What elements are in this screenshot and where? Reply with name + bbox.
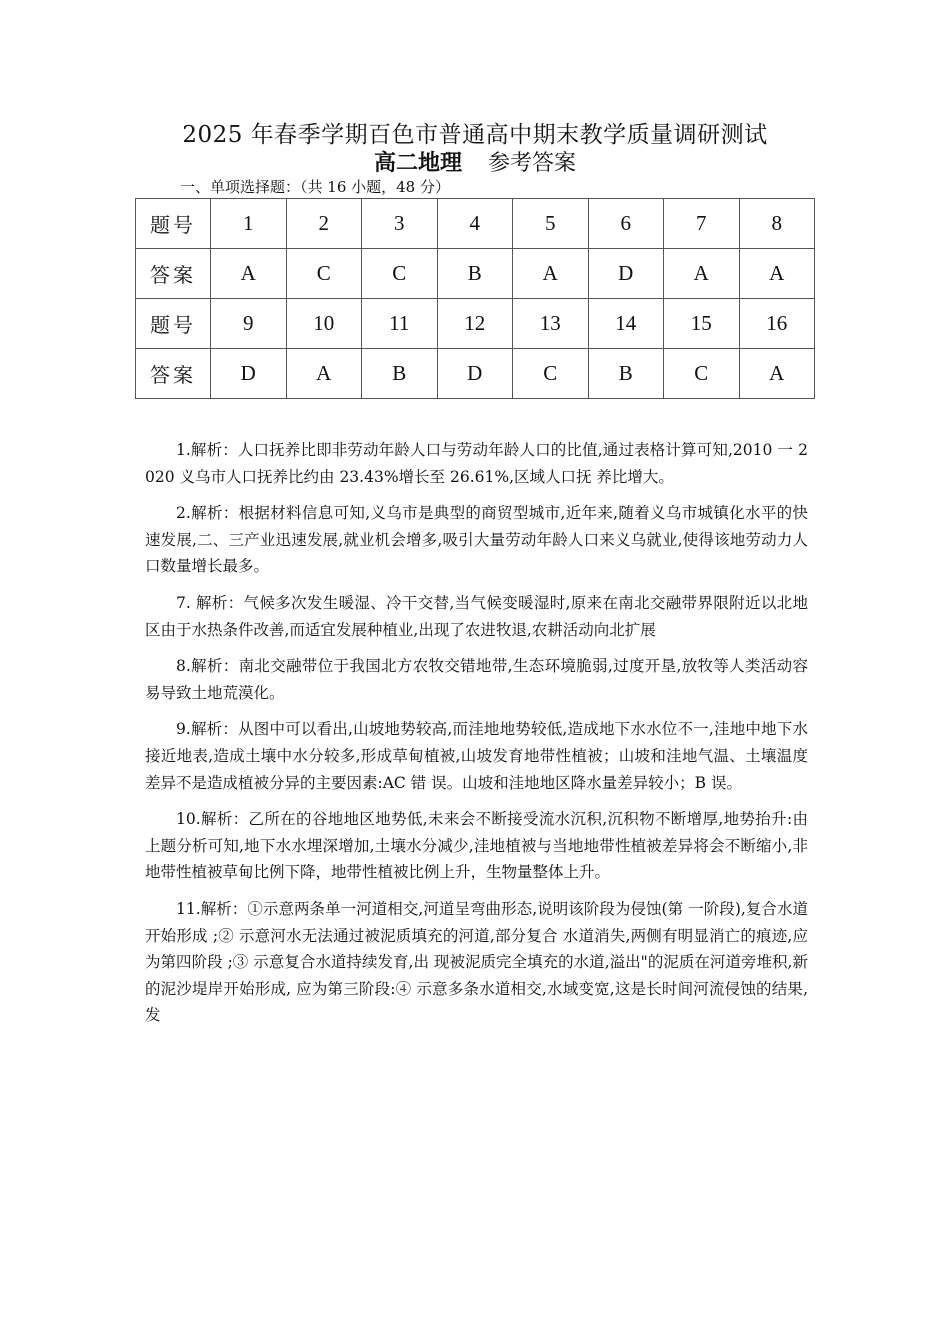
document-title: 2025 年春季学期百色市普通高中期末教学质量调研测试: [182, 122, 768, 148]
question-number: 9: [211, 299, 287, 349]
table-row-numbers-1: [136, 199, 815, 249]
question-number: 2: [286, 199, 362, 249]
explanation-paragraph: 9.解析：从图中可以看出,山坡地势较高,而洼地地势较低,造成地下水水位不一,洼地中地下水接近地表,造成土壤中水分较多,形成草甸植被,山坡发育地带性植被；山坡和洼地气温、土壤温度差异不是造成植被分异的主要因素:AC 错 误。山坡和洼地地区降水量差异较小；B 误。: [145, 720, 808, 792]
section-heading: 一、单项选择题：（共 16 小题，48 分）: [180, 178, 450, 196]
explanations: [145, 437, 808, 1039]
answer-cell: A: [739, 249, 815, 299]
explanation-paragraph: 7. 解析：气候多次发生暖湿、冷干交替,当气候变暖湿时,原来在南北交融带界限附近以北地区由于水热条件改善,而适宜发展种植业,出现了农进牧退,农耕活动向北扩展: [145, 593, 808, 639]
question-number: 3: [362, 199, 438, 249]
question-number: 14: [588, 299, 664, 349]
table-row-numbers-2: [136, 299, 815, 349]
answer-cell: A: [739, 349, 815, 399]
question-number: 7: [664, 199, 740, 249]
answer-table: [135, 198, 815, 399]
answer-cell: B: [362, 349, 438, 399]
row-label-answer: 答案: [136, 349, 211, 399]
explanation-paragraph: 2.解析：根据材料信息可知,义乌市是典型的商贸型城市,近年来,随着义乌市城镇化水平的快速发展,二、三产业迅速发展,就业机会增多,吸引大量劳动年龄人口来义乌就业,使得该地劳动力人口数量增长最多。: [145, 504, 808, 576]
answer-cell: C: [513, 349, 589, 399]
question-number: 15: [664, 299, 740, 349]
answer-cell: C: [362, 249, 438, 299]
question-number: 13: [513, 299, 589, 349]
answer-cell: B: [437, 249, 513, 299]
answer-cell: A: [513, 249, 589, 299]
question-number: 12: [437, 299, 513, 349]
explanation-paragraph: 11.解析：①示意两条单一河道相交,河道呈弯曲形态,说明该阶段为侵蚀(第 一阶段),复合水道开始形成 ;② 示意河水无法通过被泥质填充的河道,部分复合 水道消失,两侧有明显消亡的痕迹,应为第四阶段 ;③ 示意复合水道持续发育,出 现被泥质完全填充的水道,溢出"的泥质在河道旁堆积,新的泥沙堤岸开始形成, 应为第三阶段:④ 示意多条水道相交,水域变宽,这是长时间河流侵蚀的结果,发: [145, 899, 808, 1025]
answer-cell: B: [588, 349, 664, 399]
answer-cell: D: [437, 349, 513, 399]
answer-cell: A: [664, 249, 740, 299]
row-label-answer: 答案: [136, 249, 211, 299]
question-number: 8: [739, 199, 815, 249]
question-number: 1: [211, 199, 287, 249]
subject-label: 高二地理: [373, 150, 462, 176]
row-label-number: 题号: [136, 199, 211, 249]
question-number: 16: [739, 299, 815, 349]
document-subtitle: [0, 146, 950, 177]
question-number: 5: [513, 199, 589, 249]
question-number: 10: [286, 299, 362, 349]
explanation-paragraph: 1.解析：人口抚养比即非劳动年龄人口与劳动年龄人口的比值,通过表格计算可知,2010 一 2020 义乌市人口抚养比约由 23.43%增长至 26.61%,区域人口抚 养比增大。: [145, 441, 808, 486]
question-number: 6: [588, 199, 664, 249]
answer-cell: C: [286, 249, 362, 299]
question-number: 4: [437, 199, 513, 249]
table-row-answers-1: [136, 249, 815, 299]
answer-cell: D: [588, 249, 664, 299]
row-label-number: 题号: [136, 299, 211, 349]
answer-cell: A: [211, 249, 287, 299]
answer-cell: C: [664, 349, 740, 399]
explanation-paragraph: 8.解析：南北交融带位于我国北方农牧交错地带,生态环境脆弱,过度开垦,放牧等人类活动容易导致土地荒漠化。: [145, 657, 808, 702]
table-row-answers-2: [136, 349, 815, 399]
question-number: 11: [362, 299, 438, 349]
explanation-paragraph: 10.解析：乙所在的谷地地区地势低,未来会不断接受流水沉积,沉积物不断增厚,地势抬升:由上题分析可知,地下水水埋深增加,土壤水分减少,洼地植被与当地地带性植被差异将会不断缩小,非地带性植被草甸比例下降，地带性植被比例上升，生物量整体上升。: [145, 810, 808, 882]
answer-cell: D: [211, 349, 287, 399]
answer-key-label: 参考答案: [488, 151, 577, 176]
answer-cell: A: [286, 349, 362, 399]
